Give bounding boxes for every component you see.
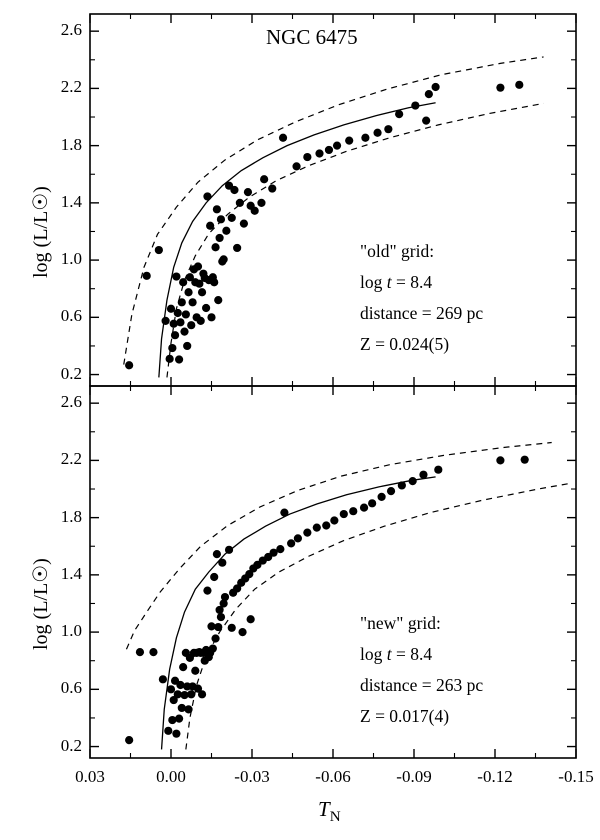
- data-point: [207, 313, 215, 321]
- x-axis-label-main: T: [318, 797, 330, 821]
- x-tick-label: -0.15: [558, 767, 594, 786]
- bottom-metallicity: Z = 0.017(4): [360, 706, 450, 726]
- y-tick-label: 0.6: [60, 678, 82, 698]
- top-age-value: = 8.4: [391, 272, 433, 292]
- x-axis-label: [318, 797, 341, 826]
- data-point: [425, 90, 433, 98]
- data-point: [179, 278, 187, 286]
- data-point: [211, 634, 219, 642]
- y-tick-label: 0.6: [60, 306, 82, 326]
- data-point: [155, 246, 163, 254]
- data-point: [268, 184, 276, 192]
- x-tick-label: 0.03: [75, 767, 105, 786]
- data-point: [322, 521, 330, 529]
- top-distance: distance = 269 pc: [360, 303, 484, 323]
- data-series-layer: [124, 57, 571, 750]
- data-point: [168, 716, 176, 724]
- data-point: [168, 344, 176, 352]
- data-point: [167, 685, 175, 693]
- data-point: [203, 192, 211, 200]
- data-point: [409, 477, 417, 485]
- data-point: [225, 182, 233, 190]
- top-age-var: t: [386, 272, 392, 292]
- bottom-age: [360, 639, 483, 670]
- y-tick-label: 2.2: [60, 449, 82, 469]
- data-point: [190, 265, 198, 273]
- data-point: [303, 153, 311, 161]
- data-point: [218, 257, 226, 265]
- bottom-panel-annotations: [360, 608, 483, 732]
- data-point: [395, 110, 403, 118]
- data-point: [172, 730, 180, 738]
- data-point: [422, 116, 430, 124]
- data-point: [360, 504, 368, 512]
- data-point: [240, 220, 248, 228]
- data-point: [199, 270, 207, 278]
- data-point: [193, 313, 201, 321]
- data-point: [171, 331, 179, 339]
- y-tick-label: 0.2: [60, 363, 82, 383]
- model-upper-boundary: [126, 443, 551, 650]
- data-point: [174, 309, 182, 317]
- data-point: [206, 222, 214, 230]
- data-point: [170, 320, 178, 328]
- data-point: [125, 736, 133, 744]
- x-tick-label: -0.06: [315, 767, 351, 786]
- top-age-prefix: log: [360, 272, 387, 292]
- x-tick-label: -0.12: [477, 767, 513, 786]
- data-point: [162, 317, 170, 325]
- data-point: [201, 657, 209, 665]
- data-point: [180, 328, 188, 336]
- data-point: [330, 516, 338, 524]
- data-point: [432, 83, 440, 91]
- y-tick-label: 2.6: [60, 392, 82, 412]
- data-point: [434, 466, 442, 474]
- data-point: [136, 648, 144, 656]
- y-tick-label: 1.4: [60, 191, 82, 211]
- data-point: [207, 622, 215, 630]
- data-point: [229, 589, 237, 597]
- data-point: [340, 510, 348, 518]
- data-point: [315, 149, 323, 157]
- data-point: [178, 298, 186, 306]
- data-point: [171, 677, 179, 685]
- data-point: [214, 296, 222, 304]
- data-point: [236, 199, 244, 207]
- data-point: [361, 134, 369, 142]
- data-point: [217, 215, 225, 223]
- data-point: [176, 318, 184, 326]
- data-point: [203, 587, 211, 595]
- data-point: [257, 199, 265, 207]
- data-point: [182, 310, 190, 318]
- bottom-age-prefix: log: [360, 644, 387, 664]
- data-point: [368, 499, 376, 507]
- data-point: [179, 663, 187, 671]
- data-point: [184, 288, 192, 296]
- data-point: [521, 456, 529, 464]
- data-point: [279, 134, 287, 142]
- x-tick-label: -0.03: [234, 767, 270, 786]
- data-point: [247, 615, 255, 623]
- data-point: [198, 288, 206, 296]
- data-point: [175, 715, 183, 723]
- y-tick-label: 1.8: [60, 506, 82, 526]
- data-point: [247, 202, 255, 210]
- top-age: [360, 267, 483, 298]
- data-point: [496, 456, 504, 464]
- top-panel-annotations: [360, 236, 483, 360]
- data-point: [213, 205, 221, 213]
- data-point: [213, 550, 221, 558]
- y-tick-label: 1.8: [60, 134, 82, 154]
- data-point: [183, 682, 191, 690]
- y-tick-label: 1.0: [60, 249, 82, 269]
- y-axis-label-top: log (L/L☉): [30, 186, 52, 278]
- data-point: [238, 628, 246, 636]
- bottom-grid-name: "new" grid:: [360, 613, 441, 633]
- y-tick-label: 0.2: [60, 735, 82, 755]
- chart-title: NGC 6475: [266, 25, 358, 49]
- data-point: [228, 214, 236, 222]
- top-grid-name: "old" grid:: [360, 241, 435, 261]
- y-tick-label: 1.4: [60, 563, 82, 583]
- data-point: [496, 84, 504, 92]
- data-point: [143, 272, 151, 280]
- data-point: [125, 361, 133, 369]
- data-point: [164, 727, 172, 735]
- x-tick-label: 0.00: [156, 767, 186, 786]
- bottom-panel-frame: [90, 386, 576, 758]
- data-point: [167, 305, 175, 313]
- x-tick-label: -0.09: [396, 767, 432, 786]
- data-point: [225, 546, 233, 554]
- y-tick-label: 1.0: [60, 621, 82, 641]
- data-point: [349, 507, 357, 515]
- data-point: [191, 667, 199, 675]
- data-point: [149, 648, 157, 656]
- data-point: [244, 188, 252, 196]
- data-point: [419, 471, 427, 479]
- data-point: [378, 493, 386, 501]
- data-point: [222, 227, 230, 235]
- data-point: [170, 696, 178, 704]
- data-point: [186, 273, 194, 281]
- data-point: [287, 539, 295, 547]
- y-axis-label-bottom: log (L/L☉): [30, 558, 52, 650]
- data-point: [345, 137, 353, 145]
- data-point: [210, 573, 218, 581]
- y-tick-label: 2.2: [60, 77, 82, 97]
- data-point: [183, 342, 191, 350]
- data-point: [398, 481, 406, 489]
- data-point: [303, 529, 311, 537]
- data-point: [189, 298, 197, 306]
- data-point: [280, 509, 288, 517]
- data-point: [187, 321, 195, 329]
- data-point: [211, 243, 219, 251]
- data-point: [228, 624, 236, 632]
- data-point: [233, 244, 241, 252]
- x-axis-label-sub: N: [329, 809, 341, 826]
- data-point: [387, 487, 395, 495]
- data-point: [172, 272, 180, 280]
- data-point: [159, 675, 167, 683]
- data-point: [333, 142, 341, 150]
- bottom-distance: distance = 263 pc: [360, 675, 484, 695]
- data-point: [260, 175, 268, 183]
- bottom-age-value: = 8.4: [391, 644, 433, 664]
- data-point: [411, 101, 419, 109]
- data-point: [384, 125, 392, 133]
- data-point: [292, 162, 300, 170]
- data-point: [184, 705, 192, 713]
- y-tick-label: 2.6: [60, 20, 82, 40]
- data-point: [294, 534, 302, 542]
- top-metallicity: Z = 0.024(5): [360, 334, 450, 354]
- data-point: [216, 606, 224, 614]
- data-point: [182, 649, 190, 657]
- data-point: [166, 355, 174, 363]
- data-point: [515, 81, 523, 89]
- data-point: [175, 355, 183, 363]
- model-lower-boundary: [167, 103, 544, 377]
- data-point: [373, 129, 381, 137]
- data-point: [217, 613, 225, 621]
- data-point: [178, 704, 186, 712]
- data-point: [202, 304, 210, 312]
- data-point: [218, 559, 226, 567]
- data-point: [313, 524, 321, 532]
- bottom-age-var: t: [386, 644, 392, 664]
- data-point: [325, 146, 333, 154]
- data-point: [216, 234, 224, 242]
